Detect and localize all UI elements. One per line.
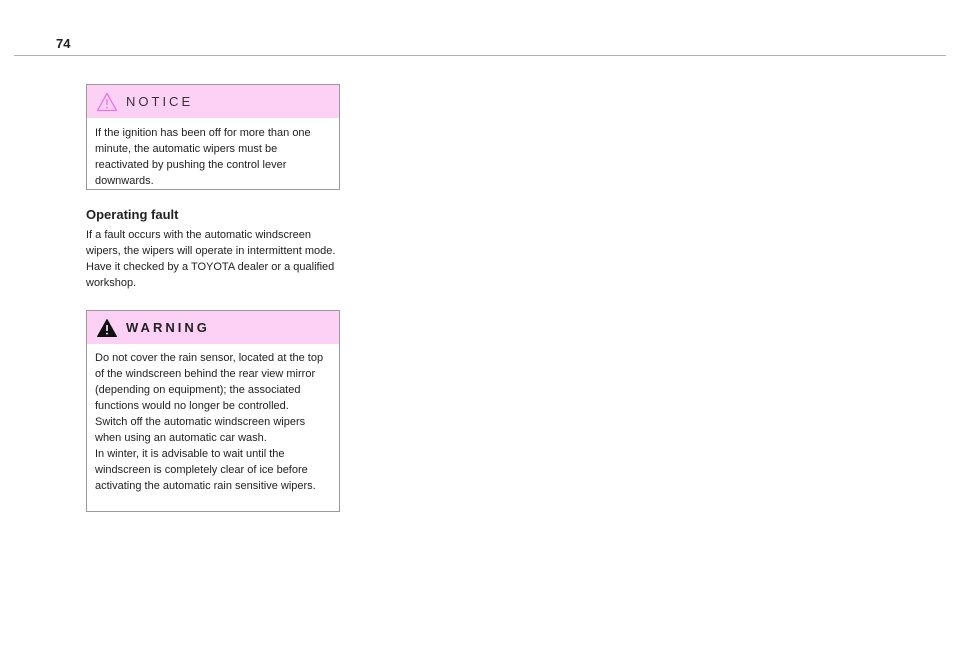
paragraph: Switch off the automatic windscreen wipers when using an automatic car wash. bbox=[95, 416, 306, 444]
notice-header bbox=[87, 85, 339, 118]
notice-title: NOTICE bbox=[126, 94, 194, 109]
warning-header bbox=[87, 311, 339, 344]
paragraph: If a fault occurs with the automatic windscreen wipers, the wipers will operate in intermittent mode. bbox=[86, 229, 336, 257]
paragraph: In winter, it is advisable to wait until the windscreen is completely clear of ice before activating the automatic rain sensitive wipers. bbox=[95, 448, 316, 492]
section-title-operating-fault: Operating fault bbox=[86, 207, 179, 222]
section-body-operating-fault bbox=[86, 227, 336, 291]
page-number: 74 bbox=[56, 36, 71, 51]
warning-title: WARNING bbox=[126, 320, 210, 335]
paragraph: Have it checked by a TOYOTA dealer or a qualified workshop. bbox=[86, 261, 335, 289]
notice-body bbox=[87, 118, 339, 197]
warning-triangle-outline-icon bbox=[96, 92, 118, 112]
notice-text: If the ignition has been off for more than one minute, the automatic wipers must be reactivated by pushing the control lever downwards. bbox=[95, 127, 311, 187]
header-rule bbox=[14, 55, 946, 56]
warning-triangle-filled-icon bbox=[96, 318, 118, 338]
notice-box bbox=[86, 84, 340, 190]
paragraph: Do not cover the rain sensor, located at the top of the windscreen behind the rear view mirror (depending on equipment); the associated functions would no longer be controlled. bbox=[95, 352, 324, 412]
warning-box bbox=[86, 310, 340, 512]
warning-body bbox=[87, 344, 339, 502]
